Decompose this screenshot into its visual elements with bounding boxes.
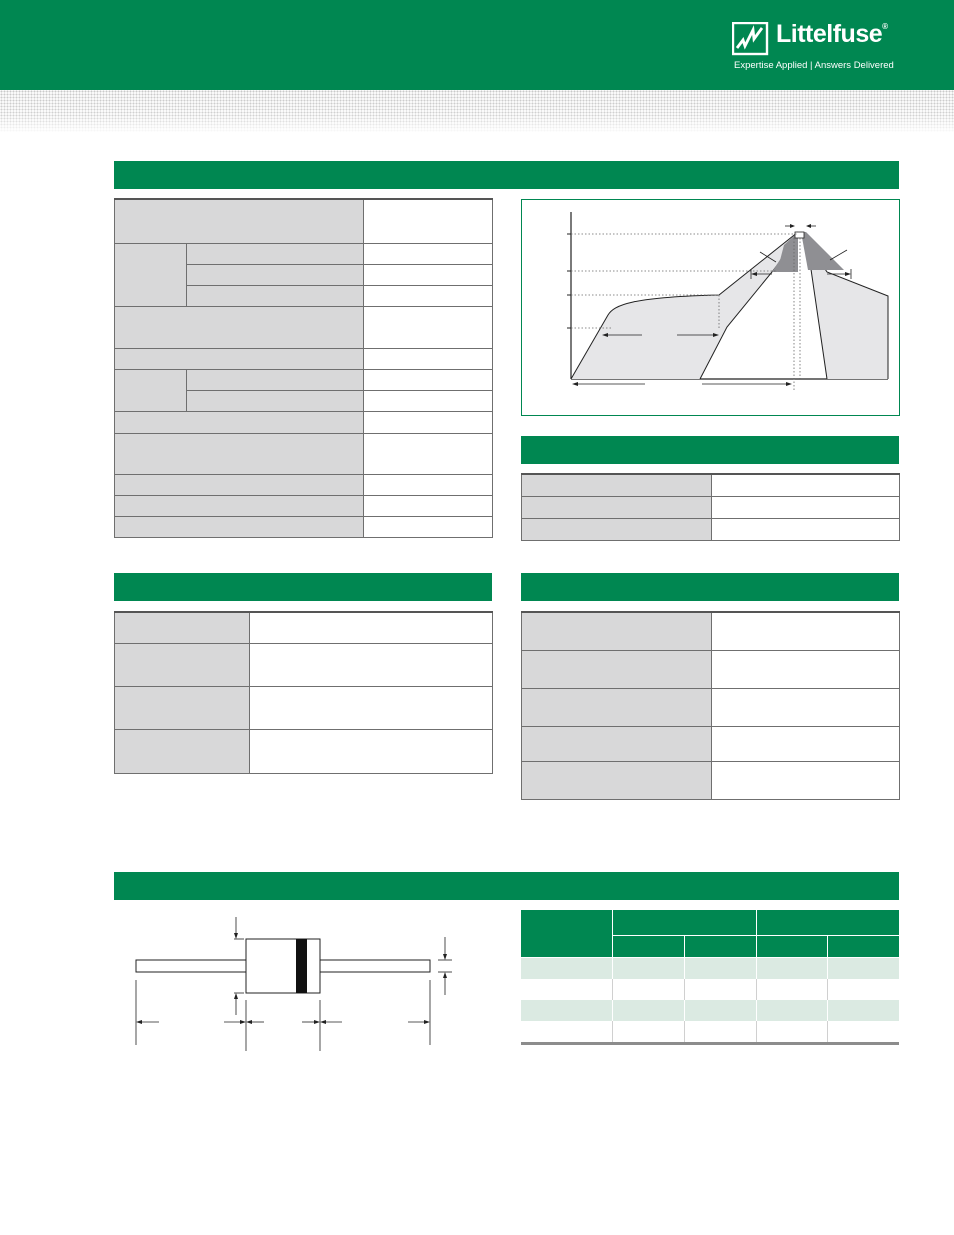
physical-section-bar — [114, 573, 492, 601]
thermal-value-cell — [712, 496, 900, 518]
thermal-table — [521, 473, 900, 541]
dimensions-row-cell — [684, 957, 756, 979]
thermal-label-cell — [522, 474, 712, 496]
physical-label-cell — [115, 612, 250, 643]
ratings-label-cell — [115, 433, 364, 474]
ratings-value-cell — [364, 474, 493, 495]
environmental-section-bar — [521, 573, 899, 601]
ratings-label-cell — [115, 516, 364, 537]
ratings-value-cell — [364, 516, 493, 537]
dim-arrowhead — [246, 1020, 252, 1024]
dim-arrowhead — [424, 1020, 430, 1024]
dimensions-row-cell — [684, 979, 756, 1000]
peak-zone-right — [801, 232, 844, 270]
brand-tagline: Expertise Applied | Answers Delivered — [734, 60, 894, 71]
dimensions-row-cell — [684, 1000, 756, 1021]
dimensions-header-cell — [521, 910, 612, 957]
ratings-sublabel-cell — [187, 243, 364, 264]
peak-arrowhead-left — [790, 224, 795, 228]
ratings-value-cell — [364, 390, 493, 411]
ratings-group-cell — [115, 369, 187, 411]
dimensions-header-cell — [756, 935, 827, 957]
ratings-value-cell — [364, 411, 493, 433]
dim-arrowhead — [320, 1020, 326, 1024]
dimensions-header-group — [612, 910, 756, 935]
dimensions-row-cell — [684, 1021, 756, 1042]
thermal-label-cell — [522, 518, 712, 540]
ratings-value-cell — [364, 285, 493, 306]
dim-arrowhead — [240, 1020, 246, 1024]
dimensions-header-group — [756, 910, 899, 935]
ratings-label-cell — [115, 495, 364, 516]
thermal-section-bar — [521, 436, 899, 464]
environmental-value-cell — [712, 688, 900, 726]
brand-logo — [732, 22, 912, 76]
physical-table — [114, 611, 493, 774]
total-time-arrowhead-right — [786, 382, 792, 386]
ratings-label-cell — [115, 306, 364, 348]
dimensions-row-cell — [612, 957, 684, 979]
dimensions-header-cell — [827, 935, 899, 957]
dimensions-row-cell — [827, 1021, 899, 1042]
dim-arrowhead — [234, 933, 238, 939]
dim-arrowhead — [314, 1020, 320, 1024]
dim-arrowhead — [136, 1020, 142, 1024]
dimensions-row-cell — [612, 1000, 684, 1021]
ratings-value-cell — [364, 264, 493, 285]
dim-arrowhead — [443, 972, 447, 978]
dimensions-table — [521, 910, 899, 1042]
physical-value-cell — [250, 729, 493, 773]
ratings-label-cell — [115, 199, 364, 243]
thermal-value-cell — [712, 518, 900, 540]
physical-value-cell — [250, 686, 493, 729]
liquidus-arrowhead-right — [845, 272, 851, 276]
dimensions-row-cell — [612, 979, 684, 1000]
dimensions-header-cell — [612, 935, 684, 957]
cathode-band — [296, 939, 307, 993]
dimensions-row-cell — [756, 1000, 827, 1021]
physical-label-cell — [115, 686, 250, 729]
peak-arrowhead-right — [806, 224, 811, 228]
ratings-value-cell — [364, 433, 493, 474]
dimensions-row-cell — [521, 957, 612, 979]
package-dimension-drawing — [114, 905, 474, 1055]
environmental-value-cell — [712, 612, 900, 650]
environmental-table — [521, 611, 900, 800]
physical-label-cell — [115, 643, 250, 686]
header-dot-fade — [0, 90, 954, 132]
ratings-label-cell — [115, 474, 364, 495]
ratings-value-cell — [364, 199, 493, 243]
dimensions-row-cell — [521, 1000, 612, 1021]
environmental-value-cell — [712, 650, 900, 688]
ratings-group-cell — [115, 243, 187, 306]
dimensions-row-cell — [827, 957, 899, 979]
physical-value-cell — [250, 612, 493, 643]
dimensions-table-bottom-rule — [521, 1042, 899, 1045]
environmental-label-cell — [522, 612, 712, 650]
ratings-value-cell — [364, 495, 493, 516]
diode-body — [246, 939, 320, 993]
total-time-arrowhead-left — [572, 382, 578, 386]
dimensions-header-cell — [684, 935, 756, 957]
dimensions-row-cell — [521, 979, 612, 1000]
physical-label-cell — [115, 729, 250, 773]
dimensions-row-cell — [827, 979, 899, 1000]
ratings-label-cell — [115, 348, 364, 369]
soldering-profile-svg — [522, 200, 899, 415]
ratings-value-cell — [364, 306, 493, 348]
ratings-sublabel-cell — [187, 390, 364, 411]
ratings-sublabel-cell — [187, 264, 364, 285]
environmental-label-cell — [522, 688, 712, 726]
environmental-label-cell — [522, 761, 712, 799]
dimensions-row-cell — [756, 957, 827, 979]
thermal-label-cell — [522, 496, 712, 518]
ramp-down-pointer — [830, 250, 847, 260]
littelfuse-bolt-logo-icon — [732, 22, 770, 56]
ratings-sublabel-cell — [187, 369, 364, 390]
dim-arrowhead — [234, 993, 238, 999]
environmental-value-cell — [712, 761, 900, 799]
dimensions-row-cell — [756, 979, 827, 1000]
registered-mark: ® — [882, 22, 888, 31]
soldering-profile-diagram — [521, 199, 900, 416]
dimensions-row-cell — [827, 1000, 899, 1021]
ratings-value-cell — [364, 369, 493, 390]
left-lead — [136, 960, 246, 972]
dimensions-section-bar — [114, 872, 899, 900]
ratings-section-bar — [114, 161, 899, 189]
ratings-table — [114, 198, 493, 538]
ratings-value-cell — [364, 348, 493, 369]
ratings-sublabel-cell — [187, 285, 364, 306]
ratings-value-cell — [364, 243, 493, 264]
dimensions-row-cell — [756, 1021, 827, 1042]
environmental-label-cell — [522, 650, 712, 688]
dim-arrowhead — [443, 954, 447, 960]
physical-value-cell — [250, 643, 493, 686]
thermal-value-cell — [712, 474, 900, 496]
ratings-label-cell — [115, 411, 364, 433]
peak-box — [795, 232, 804, 238]
dimensions-row-cell — [521, 1021, 612, 1042]
dimensions-row-cell — [612, 1021, 684, 1042]
brand-name: Littelfuse — [776, 20, 883, 48]
right-lead — [320, 960, 430, 972]
environmental-value-cell — [712, 726, 900, 761]
environmental-label-cell — [522, 726, 712, 761]
